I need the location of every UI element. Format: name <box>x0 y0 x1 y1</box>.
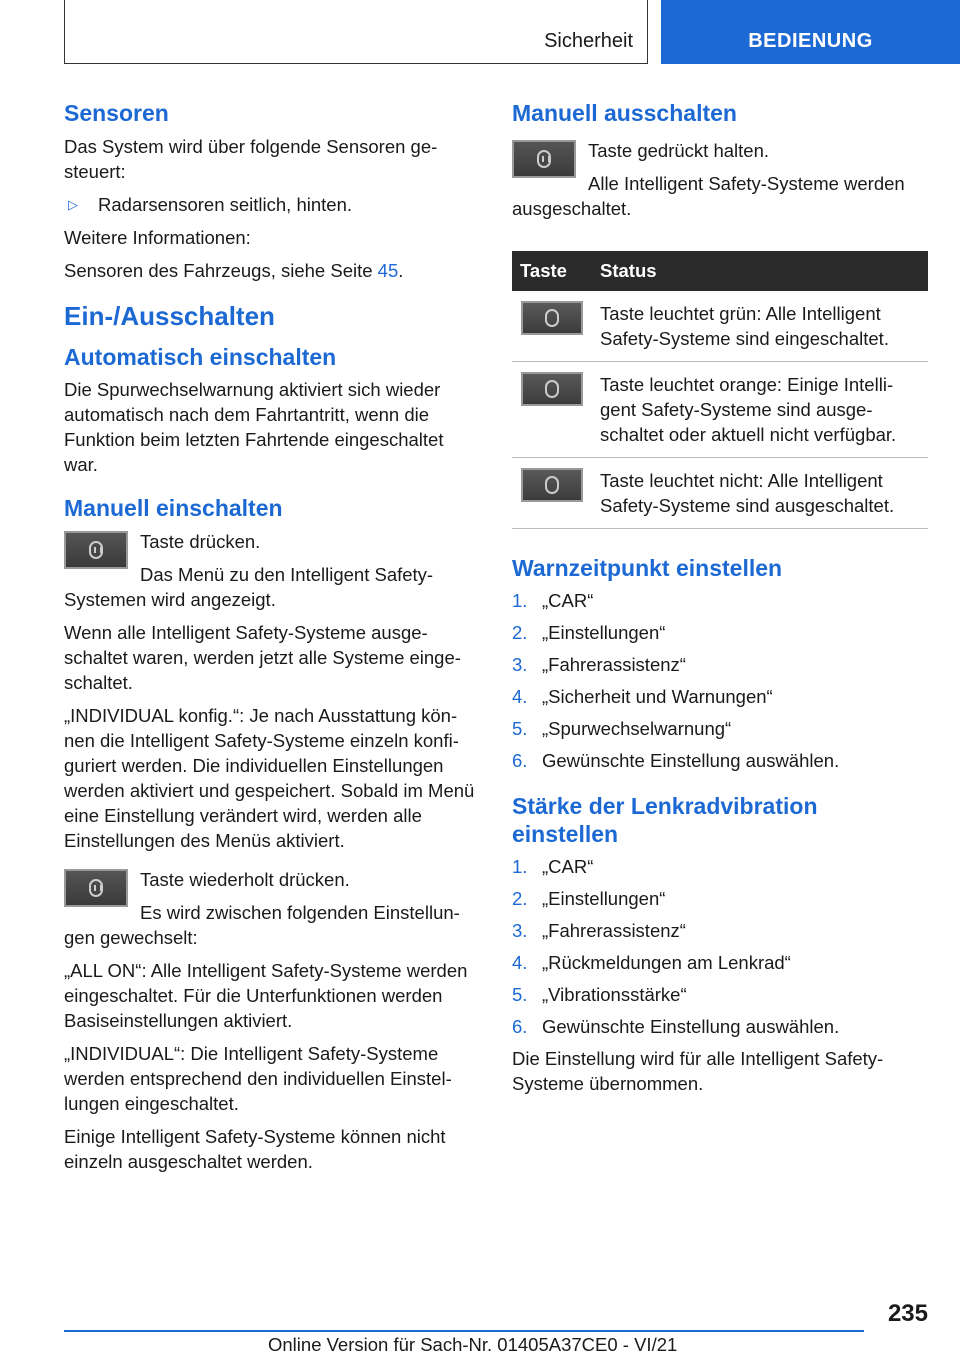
step-number: 2. <box>512 888 528 910</box>
table-row <box>512 457 928 528</box>
paragraph: Wenn alle Intelligent Safety-Systeme ausgeschaltet waren, werden jetzt alle Systeme eingeschaltet. <box>64 621 461 693</box>
step-number: 2. <box>512 622 528 644</box>
step-number: 6. <box>512 750 528 772</box>
button-instruction <box>64 529 476 612</box>
step-text: „Fahrerassistenz“ <box>542 654 686 676</box>
page-number: 235 <box>887 1300 928 1327</box>
table-row <box>512 291 928 362</box>
table-icon-cell <box>512 457 592 528</box>
sensor-reference <box>64 258 476 283</box>
list-item <box>512 1014 928 1039</box>
list-item <box>512 652 928 677</box>
step-text: Gewünschte Einstellung auswählen. <box>542 1016 840 1038</box>
table-icon-cell <box>512 361 592 457</box>
table-header-status: Status <box>592 251 928 291</box>
list-item <box>512 854 928 879</box>
step-result: Es wird zwischen folgenden Einstellungen gewechselt: <box>64 901 460 948</box>
safety-button-icon <box>64 531 128 569</box>
list-item <box>512 588 928 613</box>
list-item <box>512 950 928 975</box>
list-item <box>512 748 928 773</box>
heading-manuell-aus: Manuell ausschalten <box>512 100 737 126</box>
step-result: Alle Intelligent Safety-Systeme werden ausgeschaltet. <box>512 172 905 219</box>
warn-steps-list <box>512 588 928 773</box>
table-header-taste: Taste <box>512 251 592 291</box>
step-text: „Sicherheit und Warnungen“ <box>542 686 773 708</box>
header-section-title: Sicherheit <box>544 30 633 52</box>
right-column <box>512 100 928 1104</box>
safety-button-icon <box>521 372 583 406</box>
reference-end: . <box>398 259 404 281</box>
heading-lenkradvibration: Stärke der Lenkradvibration einstellen <box>512 793 818 847</box>
vib-steps-list <box>512 854 928 1039</box>
more-info-label: Weitere Informationen: <box>64 226 251 248</box>
step-number: 6. <box>512 1016 528 1038</box>
step-number: 3. <box>512 654 528 676</box>
paragraph: „INDIVIDUAL“: Die Intelligent Safety-Systeme werden entsprechend den individuellen Einstellungen eingeschaltet. <box>64 1042 452 1114</box>
button-instruction <box>512 138 928 221</box>
safety-button-icon <box>521 468 583 502</box>
button-instruction <box>64 867 476 950</box>
safety-button-icon <box>521 301 583 335</box>
list-item <box>512 716 928 741</box>
step-text: „Einstellungen“ <box>542 622 666 644</box>
list-item <box>64 192 476 217</box>
reference-text: Sensoren des Fahrzeugs, siehe Seite <box>64 259 378 281</box>
list-item <box>512 982 928 1007</box>
header-chapter-tab[interactable]: BEDIENUNG <box>661 0 960 64</box>
step-text: „Spurwechselwarnung“ <box>542 718 732 740</box>
list-item <box>512 918 928 943</box>
list-item <box>512 620 928 645</box>
step-text: Taste gedrückt halten. <box>588 139 769 161</box>
step-number: 1. <box>512 856 528 878</box>
auto-text: Die Spurwechselwarnung aktiviert sich wieder automatisch nach dem Fahrtantritt, wenn die Funktion beim letzten Fahrtende eingeschaltet war. <box>64 379 444 476</box>
sensoren-intro: Das System wird über folgende Sensoren gesteuert: <box>64 135 438 182</box>
step-text: „Einstellungen“ <box>542 888 666 910</box>
step-text: „Rückmeldungen am Lenkrad“ <box>542 952 791 974</box>
status-table <box>512 251 928 529</box>
table-cell: Taste leuchtet grün: Alle Intelligent Safety-Systeme sind eingeschaltet. <box>592 291 928 362</box>
list-item <box>512 886 928 911</box>
step-text: Taste wiederholt drücken. <box>140 868 350 890</box>
list-item <box>512 684 928 709</box>
step-text: „Fahrerassistenz“ <box>542 920 686 942</box>
step-number: 4. <box>512 952 528 974</box>
table-cell: Taste leuchtet orange: Einige Intelligent Safety-Systeme sind ausgeschaltet oder aktuell nicht verfügbar. <box>592 361 928 457</box>
step-number: 5. <box>512 718 528 740</box>
safety-button-icon <box>512 140 576 178</box>
heading-automatisch: Automatisch einschalten <box>64 343 337 370</box>
heading-warnzeitpunkt: Warnzeitpunkt einstellen <box>512 554 783 581</box>
table-icon-cell <box>512 291 592 362</box>
step-text: Taste drücken. <box>140 530 261 552</box>
safety-button-icon <box>64 869 128 907</box>
paragraph: „ALL ON“: Alle Intelligent Safety-Systeme werden eingeschaltet. Für die Unterfunktionen werden Basiseinstellungen aktiviert. <box>64 959 468 1031</box>
heading-ein-aus: Ein-/Ausschalten <box>64 300 275 331</box>
header-section-box <box>64 0 648 64</box>
step-text: „Vibrationsstärke“ <box>542 984 687 1006</box>
step-number: 1. <box>512 590 528 612</box>
paragraph: „INDIVIDUAL konfig.“: Je nach Ausstattung können die Intelligent Safety-Systeme einzeln konfiguriert werden. Die individuellen Einstellungen werden aktiviert und gespeichert. Sobald im Menü eine Einstellung verändert wird, werden alle Einstellungen des Menüs aktiviert. <box>64 704 475 851</box>
table-cell: Taste leuchtet nicht: Alle Intelligent Safety-Systeme sind ausgeschaltet. <box>592 457 928 528</box>
step-number: 5. <box>512 984 528 1006</box>
footer-divider <box>64 1330 864 1332</box>
bullet-text: Radarsensoren seitlich, hinten. <box>98 193 353 215</box>
left-column <box>64 100 476 1182</box>
footer-version-text: Online Version für Sach-Nr. 01405A37CE0 - VI/21 <box>268 1334 678 1355</box>
step-number: 4. <box>512 686 528 708</box>
table-header-row <box>512 251 928 291</box>
step-result: Das Menü zu den Intelligent Safety-Systemen wird angezeigt. <box>64 563 434 610</box>
step-number: 3. <box>512 920 528 942</box>
table-row <box>512 361 928 457</box>
step-text: „CAR“ <box>542 590 594 612</box>
triangle-bullet-icon: ▷ <box>68 196 78 212</box>
vib-note: Die Einstellung wird für alle Intelligent Safety-Systeme übernommen. <box>512 1048 884 1095</box>
paragraph: Einige Intelligent Safety-Systeme können nicht einzeln ausgeschaltet werden. <box>64 1125 446 1172</box>
page-link[interactable]: 45 <box>377 259 399 281</box>
step-text: „CAR“ <box>542 856 594 878</box>
heading-sensoren: Sensoren <box>64 100 169 126</box>
heading-manuell-ein: Manuell einschalten <box>64 495 283 522</box>
step-text: Gewünschte Einstellung auswählen. <box>542 750 840 772</box>
